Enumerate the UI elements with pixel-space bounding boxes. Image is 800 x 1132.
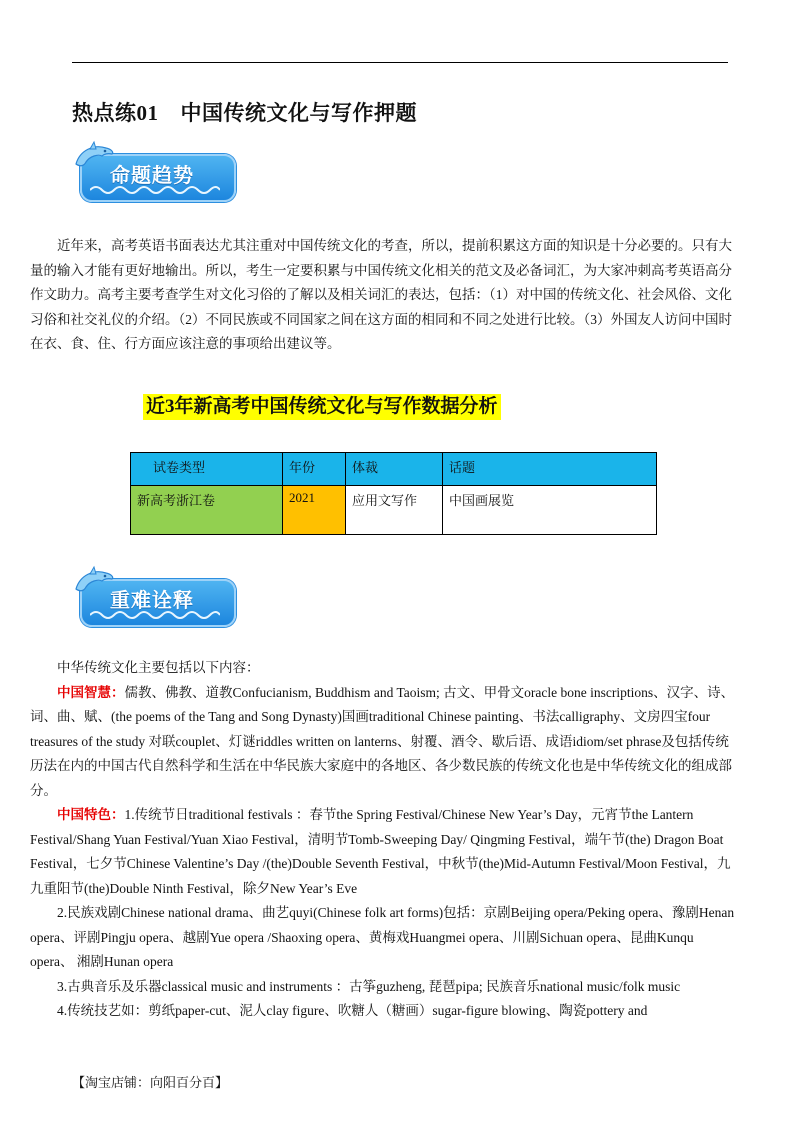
- table-cell: 中国画展览: [443, 486, 657, 535]
- title-text: 中国传统文化与写作押题: [180, 101, 417, 125]
- wisdom-text: 儒教、佛教、道教Confucianism, Buddhism and Taoism; 古文、甲骨文oracle bone inscriptions、汉字、诗、词、曲、赋、(the poems of the Tang and Song Dynasty)国画traditional Chinese painting、书法calligraphy、文房四宝four treasures of the study 对联couplet、灯谜riddles written on lanterns、射覆、酒令、歇后语、成语idiom/set phrase及包括传统历法在内的中国古代自然科学和生活在中华民族大家庭中的各地区、各少数民族的传统文化也是中华传统文化的组成部分。: [30, 684, 735, 798]
- waves-icon: [90, 184, 220, 196]
- exam-data-table: [130, 452, 657, 535]
- wisdom-label: 中国智慧：: [57, 684, 125, 700]
- section-subtitle: 近3年新高考中国传统文化与写作数据分析: [143, 394, 501, 420]
- content-body: [30, 656, 740, 1024]
- waves-icon: [90, 609, 220, 621]
- list-item: 2.民族戏剧Chinese national drama、曲艺quyi(Chinese folk art forms)包括：京剧Beijing opera/Peking opera、豫剧Henan opera、评剧Pingju opera、越剧Yue opera /Shaoxing opera、黄梅戏Huangmei opera、川剧Sichuan opera、昆曲Kunqu opera、 湘剧Hunan opera: [30, 905, 735, 969]
- table-header-row: [131, 453, 657, 486]
- wisdom-paragraph: [30, 681, 740, 804]
- feature-paragraph: [30, 803, 740, 901]
- badge-label: 命题趋势: [110, 163, 194, 187]
- table-cell: 应用文写作: [346, 486, 443, 535]
- list-item: 3.古典音乐及乐器classical music and instruments ：古筝guzheng, 琵琶pipa; 民族音乐national music/folk music: [57, 978, 681, 994]
- footer-note: 【淘宝店铺：向阳百分百】: [72, 1075, 229, 1090]
- table-row: [131, 486, 657, 535]
- feature-label: 中国特色：: [57, 807, 125, 822]
- page-title: [72, 97, 417, 127]
- feature-text: 1.传统节日traditional festivals ：春节the Spring Festival/Chinese New Year’s Day，元宵节the Lantern Festival/Shang Yuan Festival/Yuan Xiao Festival，清明节Tomb-Sweeping Day/ Qingming Festival，端午节(the) Dragon Boat Festival，七夕节Chinese Valentine’s Day /(the)Double Seventh Festival，中秋节(the)Mid-Autumn Festival/Moon Festival，九九重阳节(the)Double Ninth Festival，除夕New Year’s Eve: [30, 807, 731, 896]
- table-cell: 新高考浙江卷: [131, 486, 283, 535]
- badge-label: 重难诠释: [110, 588, 194, 612]
- header-rule: [72, 62, 728, 63]
- table-cell: 2021: [283, 486, 346, 535]
- title-number: 热点练01: [72, 101, 159, 125]
- table-header-cell: 年份: [283, 453, 346, 486]
- table-header-cell: 话题: [443, 453, 657, 486]
- list-item: 4.传统技艺如：剪纸paper-cut、泥人clay figure、吹糖人（糖画）sugar-figure blowing、陶瓷pottery and: [57, 1003, 648, 1018]
- explain-badge: [72, 565, 236, 627]
- content-lead: 中华传统文化主要包括以下内容：: [57, 660, 260, 675]
- table-header-cell: 试卷类型: [131, 453, 283, 486]
- table-header-cell: 体裁: [346, 453, 443, 486]
- intro-paragraph: 近年来，高考英语书面表达尤其注重对中国传统文化的考查，所以，提前积累这方面的知识是十分必要的。只有大量的输入才能有更好地输出。所以，考生一定要积累与中国传统文化相关的范文及必备词汇，为大家冲刺高考英语高分作文助力。高考主要考查学生对文化习俗的了解以及相关词汇的表达，包括：（1）对中国的传统文化、社会风俗、文化习俗和社交礼仪的介绍。（2）不同民族或不同国家之间在这方面的相同和不同之处进行比较。（3）外国友人访问中国时在衣、食、住、行方面应该注意的事项给出建议等。: [30, 238, 732, 351]
- trend-badge: [72, 140, 236, 202]
